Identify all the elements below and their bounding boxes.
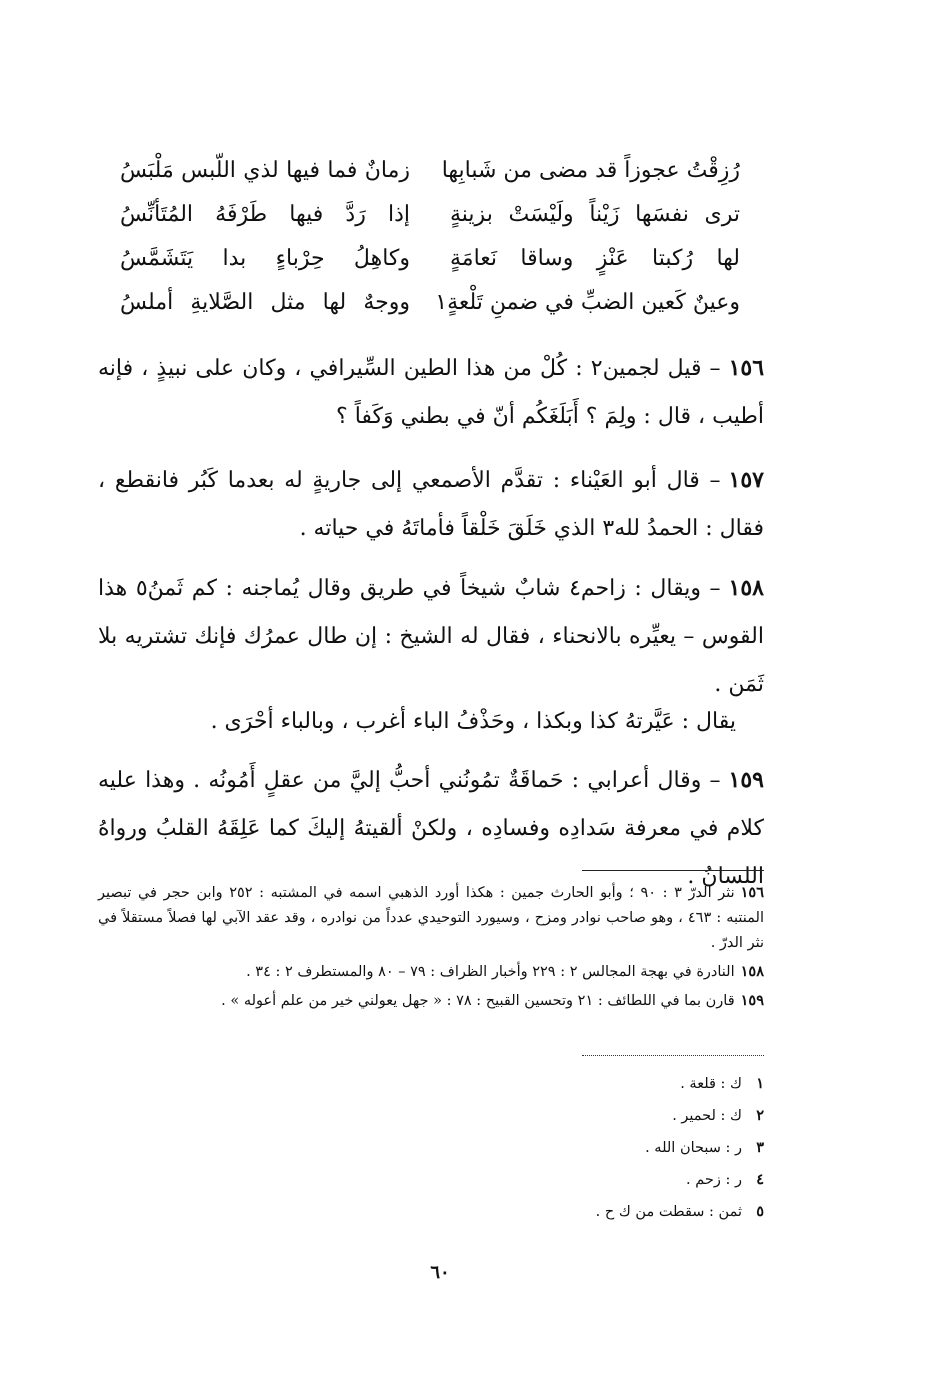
apparatus-text: ر : زحم . xyxy=(686,1172,742,1188)
apparatus-divider xyxy=(582,1055,764,1056)
apparatus-text: ثمن : سقطت من ك ح . xyxy=(595,1204,742,1220)
footnote xyxy=(98,988,764,1014)
critical-apparatus xyxy=(440,1068,764,1228)
verse-right-hemistich: ترى نفسَها زَيْناً ولَيْسَتْ بزينةٍ xyxy=(450,201,740,227)
paragraph-157 xyxy=(98,456,764,553)
page-number: ٦٠ xyxy=(430,1262,450,1283)
apparatus-note xyxy=(440,1068,764,1100)
apparatus-note xyxy=(440,1132,764,1164)
poem-verse xyxy=(120,148,740,192)
footnote-text: نثر الدرّ ٣ : ٩٠ ؛ وأبو الحارث جمين : هكذا أورد الذهبي اسمه في المشتبه : ٢٥٢ وابن حجر في تبصير المنتبه : ٤٦٣ ، وهو صاحب نوادر ومزح ، وسيورد التوحيدي عدداً من نوادره ، وقد عقد الآبي لها فصلاً مستقلاً في نثر الدرّ . xyxy=(98,885,764,951)
paragraph-text: – ويقال : زاحم٤ شابٌ شيخاً في طريق وقال يُماجنه : كم ثَمنُ٥ هذا القوس – يعيِّره بالانحناء ، فقال له الشيخ : إن طال عمرُك فإنك تشتريه بلا ثَمَن . xyxy=(98,576,764,697)
apparatus-note xyxy=(440,1100,764,1132)
footnotes xyxy=(98,880,764,1017)
paragraph-text: يقال : عَيَّرتهُ كذا وبكذا ، وحَذْفُ الباء أغرب ، وبالباء أحْرَى . xyxy=(210,709,736,734)
apparatus-number: ٤ xyxy=(756,1171,764,1188)
footnote-text: قارن بما في اللطائف : ٢١ وتحسين القبيح : ٧٨ : « جهل يعولني خير من علم أعوله » . xyxy=(221,993,735,1009)
apparatus-text: ك : قلعة . xyxy=(680,1076,742,1092)
apparatus-note xyxy=(440,1164,764,1196)
paragraph-number: ١٥٧ xyxy=(728,467,764,493)
footnote-number: ١٥٦ xyxy=(740,884,764,901)
paragraph-158 xyxy=(98,564,764,709)
footnote-number: ١٥٩ xyxy=(740,992,764,1009)
apparatus-number: ٣ xyxy=(756,1139,764,1156)
apparatus-note xyxy=(440,1196,764,1228)
verse-left-hemistich: ووجهٌ لها مثل الصَّلايةِ أملسُ xyxy=(120,289,410,315)
verse-left-hemistich: وكاهِلُ حِرْباءٍ بدا يَتَشَمَّسُ xyxy=(120,245,410,271)
paragraph-number: ١٥٨ xyxy=(728,575,764,601)
apparatus-text: ك : لحمير . xyxy=(672,1108,742,1124)
verse-right-hemistich: وعينٌ كَعين الضبِّ في ضمنِ تَلْعةٍ١ xyxy=(435,289,740,315)
footnote-number: ١٥٨ xyxy=(740,963,764,980)
footnote-divider xyxy=(582,870,764,871)
paragraph-number: ١٥٦ xyxy=(728,355,765,381)
apparatus-number: ٢ xyxy=(756,1107,764,1124)
paragraph-156 xyxy=(98,344,764,441)
apparatus-text: ر : سبحان الله . xyxy=(645,1140,742,1156)
footnote xyxy=(98,959,764,985)
footnote-text: النادرة في بهجة المجالس ٢ : ٢٢٩ وأخبار الظراف : ٧٩ – ٨٠ والمستطرف ٢ : ٣٤ . xyxy=(246,964,735,980)
poem-verse xyxy=(120,280,740,324)
poem xyxy=(120,148,740,324)
apparatus-number: ٥ xyxy=(756,1203,764,1220)
poem-verse xyxy=(120,192,740,236)
verse-left-hemistich: إذا رَدَّ فيها طَرْفَهُ المُتَأنِّسُ xyxy=(120,201,410,227)
poem-verse xyxy=(120,236,740,280)
verse-left-hemistich: زمانٌ فما فيها لذي اللّبس مَلْبَسُ xyxy=(120,157,410,183)
verse-right-hemistich: لها رُكبتا عَنْزٍ وساقا نَعامَةٍ xyxy=(450,245,740,271)
paragraph-number: ١٥٩ xyxy=(728,767,764,793)
footnote xyxy=(98,880,764,956)
verse-right-hemistich: رُزِقْتُ عجوزاً قد مضى من شَبابِها xyxy=(441,157,740,183)
paragraph-text: – قيل لجمين٢ : كُلْ من هذا الطين السِّيرافي ، وكان على نبيذٍ ، فإنه أطيب ، قال : ولِمَ ؟ أَبَلَغَكُم أنّ في بطني وَكَفاً ؟ xyxy=(98,356,764,429)
paragraph-text: – قال أبو العَيْناء : تقدَّم الأصمعي إلى جاريةٍ له بعدما كَبُر فانقطع ، فقال : الحمدُ لله٣ الذي خَلَقَ خَلْقاً فأماتَهُ في حياته . xyxy=(98,468,764,541)
paragraph-note xyxy=(98,698,764,746)
paragraph-text: – وقال أعرابي : حَماقَةٌ تمُونُني أحبُّ إليَّ من عقلٍ أَمُونُه . وهذا عليه كلام في معرفة سَدادِه وفسادِه ، ولكنْ ألقيتهُ إليكَ كما عَلِقَهُ القلبُ ورواهُ اللسانُ . xyxy=(98,768,764,889)
apparatus-number: ١ xyxy=(756,1075,764,1092)
